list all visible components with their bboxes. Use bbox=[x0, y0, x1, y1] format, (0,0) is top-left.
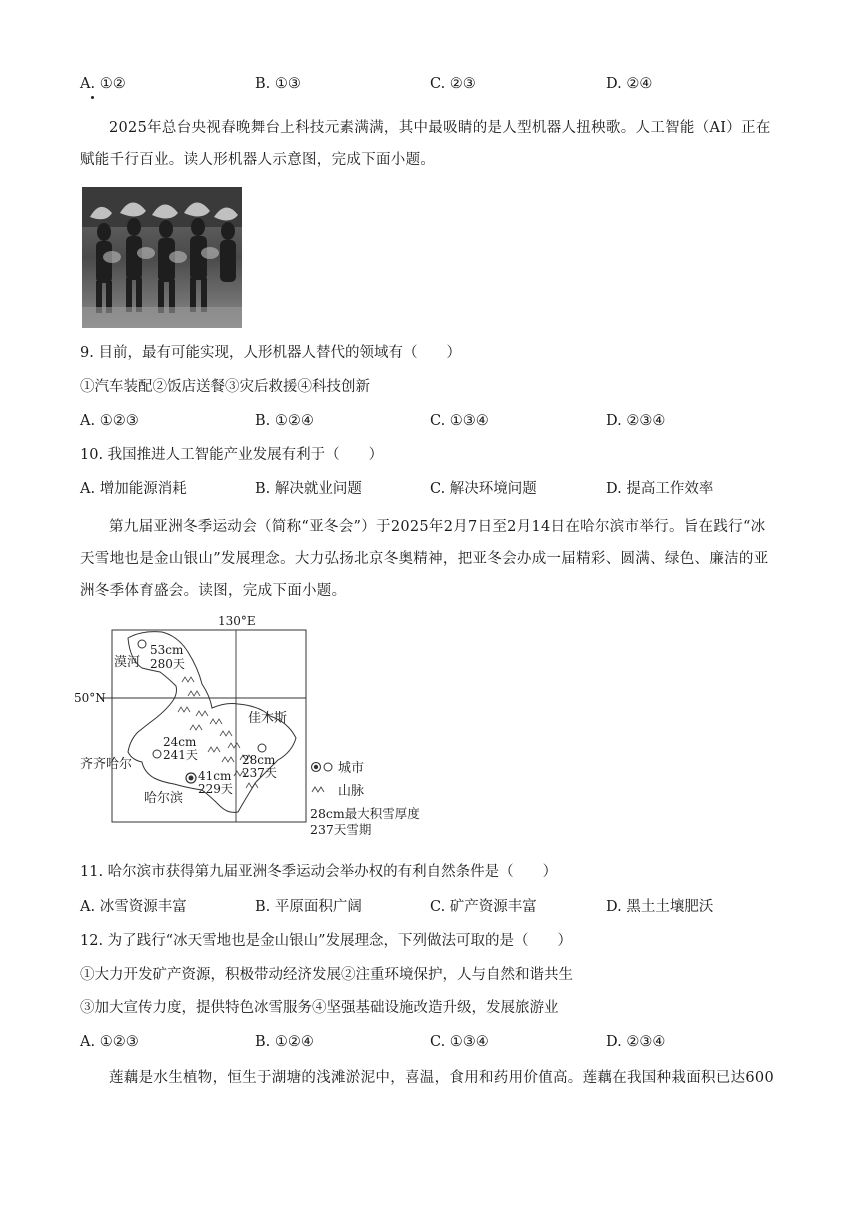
qiqihar-days: 241天 bbox=[163, 748, 198, 762]
legend-city-symbol bbox=[324, 763, 332, 771]
q9-option-b[interactable]: B. ①②④ bbox=[255, 413, 314, 429]
q12-option-b[interactable]: B. ①②④ bbox=[255, 1034, 314, 1050]
stray-dot bbox=[91, 96, 94, 99]
q12-options bbox=[80, 1032, 780, 1052]
legend-mountain-label: 山脉 bbox=[338, 784, 365, 799]
harbin-snow: 41cm bbox=[198, 769, 232, 783]
winter-games-intro-paragraph: 第九届亚洲冬季运动会（简称“亚冬会”）于2025年2月7日至2月14日在哈尔滨市举行。旨在践行“冰天雪地也是金山银山”发展理念。大力弘扬北京冬奥精神，把亚冬会办成一届精彩、圆满、绿色、廉洁的亚洲冬季体育盛会。读图，完成下面小题。 bbox=[80, 519, 769, 599]
q9-option-c[interactable]: C. ①③④ bbox=[430, 413, 489, 429]
q9-items: ①汽车装配②饭店送餐③灾后救援④科技创新 bbox=[80, 379, 370, 395]
jiamusi-name: 佳木斯 bbox=[248, 711, 288, 726]
q10-option-b[interactable]: B. 解决就业问题 bbox=[255, 481, 362, 497]
q10-stem: 10. 我国推进人工智能产业发展有利于（ ） bbox=[80, 447, 384, 463]
jiamusi-city-marker bbox=[258, 744, 266, 752]
q10-option-c[interactable]: C. 解决环境问题 bbox=[430, 481, 537, 497]
humanoid-robot-photo bbox=[82, 187, 242, 328]
q11-option-b[interactable]: B. 平原面积广阔 bbox=[255, 899, 362, 915]
heilongjiang-map bbox=[70, 612, 450, 824]
q10-options bbox=[80, 479, 780, 499]
legend-snow-example: 28cm最大积雪厚度 bbox=[310, 806, 420, 821]
map-legend bbox=[310, 761, 420, 821]
q12-items-line2: ③加大宣传力度，提供特色冰雪服务④坚强基础设施改造升级，发展旅游业 bbox=[80, 1000, 559, 1016]
qiqihar-name: 齐齐哈尔 bbox=[80, 757, 133, 772]
robot-intro-paragraph: 2025年总台央视春晚舞台上科技元素满满，其中最吸睛的是人型机器人扭秧歌。人工智能（AI）正在赋能千行百业。读人形机器人示意图，完成下面小题。 bbox=[80, 120, 771, 168]
q12-items-line1: ①大力开发矿产资源，积极带动经济发展②注重环境保护，人与自然和谐共生 bbox=[80, 967, 573, 983]
q12-option-a[interactable]: A. ①②③ bbox=[80, 1034, 139, 1050]
lotus-intro-paragraph: 莲藕是水生植物，恒生于湖塘的浅滩淤泥中，喜温，食用和药用价值高。莲藕在我国种栽面积已达600 bbox=[109, 1070, 774, 1086]
mohe-name: 漠河 bbox=[114, 655, 141, 670]
qiqihar-city-marker bbox=[153, 750, 161, 758]
q8-option-a[interactable]: A. ①② bbox=[80, 76, 126, 92]
latitude-label: 50°N bbox=[74, 691, 106, 705]
q12-stem: 12. 为了践行“冰天雪地也是金山银山”发展理念，下列做法可取的是（ ） bbox=[80, 933, 572, 949]
mohe-snow: 53cm bbox=[150, 643, 184, 657]
q11-stem: 11. 哈尔滨市获得第九届亚洲冬季运动会举办权的有利自然条件是（ ） bbox=[80, 864, 558, 880]
longitude-label: 130°E bbox=[218, 614, 256, 628]
q8-option-d[interactable]: D. ②④ bbox=[606, 76, 653, 92]
harbin-days: 229天 bbox=[198, 782, 233, 796]
q8-option-b[interactable]: B. ①③ bbox=[255, 76, 301, 92]
legend-days-example: 237天雪期 bbox=[310, 822, 372, 837]
jiamusi-days: 237天 bbox=[242, 766, 277, 780]
harbin-capital-dot bbox=[189, 776, 194, 781]
q11-option-c[interactable]: C. 矿产资源丰富 bbox=[430, 899, 537, 915]
mohe-city-marker bbox=[138, 640, 146, 648]
q9-stem: 9. 目前，最有可能实现，人形机器人替代的领域有（ ） bbox=[80, 345, 461, 361]
legend-mountain-symbol bbox=[312, 787, 324, 792]
q9-option-a[interactable]: A. ①②③ bbox=[80, 413, 139, 429]
legend-city-label: 城市 bbox=[338, 761, 365, 776]
legend-capital-dot bbox=[314, 765, 318, 769]
q10-option-a[interactable]: A. 增加能源消耗 bbox=[80, 481, 187, 497]
q8-options bbox=[80, 74, 780, 94]
q11-options bbox=[80, 897, 780, 917]
q10-option-d[interactable]: D. 提高工作效率 bbox=[606, 481, 714, 497]
q12-option-d[interactable]: D. ②③④ bbox=[606, 1034, 666, 1050]
q9-options bbox=[80, 411, 780, 431]
q11-option-d[interactable]: D. 黑土土壤肥沃 bbox=[606, 899, 714, 915]
q11-option-a[interactable]: A. 冰雪资源丰富 bbox=[80, 899, 187, 915]
harbin-name: 哈尔滨 bbox=[144, 791, 184, 806]
jiamusi-snow: 28cm bbox=[242, 753, 276, 767]
qiqihar-snow: 24cm bbox=[163, 735, 197, 749]
q8-option-c[interactable]: C. ②③ bbox=[430, 76, 476, 92]
mohe-days: 280天 bbox=[150, 657, 185, 671]
q9-option-d[interactable]: D. ②③④ bbox=[606, 413, 666, 429]
q12-option-c[interactable]: C. ①③④ bbox=[430, 1034, 489, 1050]
